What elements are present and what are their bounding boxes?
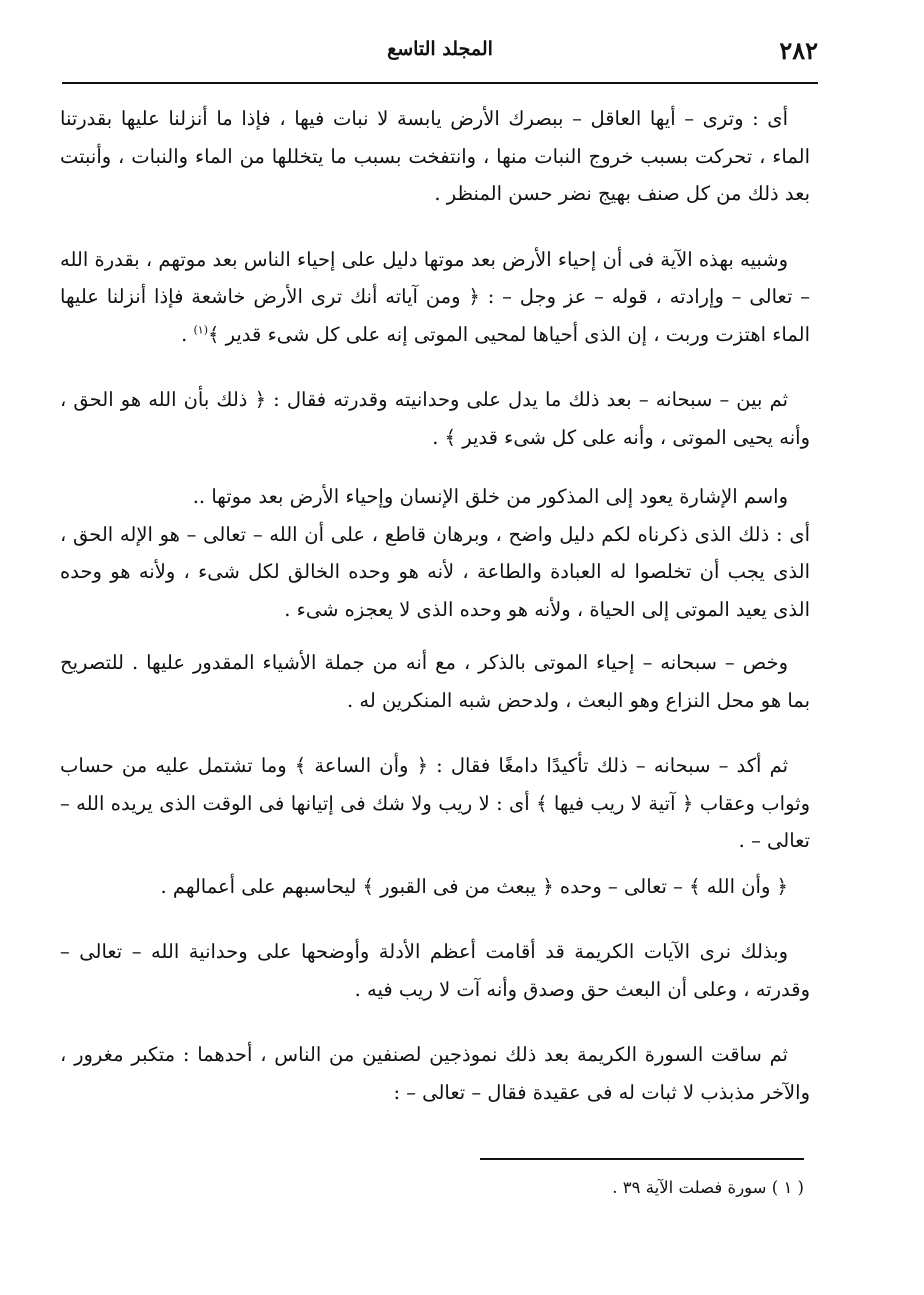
header-rule (62, 82, 818, 84)
paragraph-4: واسم الإشارة يعود إلى المذكور من خلق الإنسان وإحياء الأرض بعد موتها .. (192, 485, 788, 508)
body-text (60, 100, 810, 1111)
paragraph-1: أى : وترى – أيها العاقل – ببصرك الأرض يابسة لا نبات فيها ، فإذا ما أنزلنا عليها بقدرتنا الماء ، تحركت بسبب خروج النبات منها ، وانتفخت بسبب ما يتخللها من الماء والنبات ، وأنبتت بعد ذلك من كل صنف بهيج نضر حسن المنظر . (60, 107, 810, 205)
page-number: ٢٨٢ (779, 36, 818, 65)
paragraph-7: ثم أكد – سبحانه – ذلك تأكيدًا دامغًا فقال : ﴿ وأن الساعة ﴾ وما تشتمل عليه من حساب وثواب وعقاب ﴿ آتية لا ريب فيها ﴾ أى : لا ريب ولا شك فى إتيانها فى الوقت الذى يريده الله – تعالى – . (60, 754, 810, 852)
footnote-reference: (١) (193, 323, 208, 336)
paragraph-2-text: وشبيه بهذه الآية فى أن إحياء الأرض بعد موتها دليل على إحياء الناس بعد موتهم ، بقدرة الله – تعالى – وإرادته ، قوله – عز وجل – : ﴿ ومن آياته أنك ترى الأرض خاشعة فإذا أنزلنا عليها الماء اهتزت وربت ، إن الذى أحياها لمحيى الموتى إنه على كل شىء قدير ﴾ (60, 247, 810, 346)
paragraph-10: ثم ساقت السورة الكريمة بعد ذلك نموذجين لصنفين من الناس ، أحدهما : متكبر مغرور ، والآخر مذبذب لا ثبات له فى عقيدة فقال – تعالى – : (60, 1043, 810, 1104)
paragraph-2-tail: . (181, 322, 194, 346)
footnote-rule (480, 1158, 804, 1160)
paragraph-9: وبذلك نرى الآيات الكريمة قد أقامت أعظم الأدلة وأوضحها على وحدانية الله – تعالى – وقدرته ، وعلى أن البعث حق وصدق وأنه آت لا ريب فيه . (60, 940, 810, 1001)
running-title: المجلد التاسع (387, 38, 493, 60)
paragraph-8: ﴿ وأن الله ﴾ – تعالى – وحده ﴿ يبعث من فى القبور ﴾ ليحاسبهم على أعمالهم . (160, 874, 788, 898)
paragraph-6: وخص – سبحانه – إحياء الموتى بالذكر ، مع أنه من جملة الأشياء المقدور عليها . للتصريح بما هو محل النزاع وهو البعث ، ولدحض شبه المنكرين له . (60, 651, 810, 712)
paragraph-2 (60, 241, 810, 354)
page-header (62, 36, 818, 86)
paragraph-3: ثم بين – سبحانه – بعد ذلك ما يدل على وحدانيته وقدرته فقال : ﴿ ذلك بأن الله هو الحق ، وأنه يحيى الموتى ، وأنه على كل شىء قدير ﴾ . (60, 388, 810, 449)
paragraph-5: أى : ذلك الذى ذكرناه لكم دليل واضح ، وبرهان قاطع ، على أن الله – تعالى – هو الإله الحق ، الذى يجب أن تخلصوا له العبادة والطاعة ، لأنه هو وحده الخالق لكل شىء ، ولأنه هو وحده الذى يعيد الموتى إلى الحياة ، ولأنه هو وحده الذى لا يعجزه شىء . (60, 522, 810, 621)
footnote: ( ١ ) سورة فصلت الآية ٣٩ . (612, 1178, 804, 1197)
